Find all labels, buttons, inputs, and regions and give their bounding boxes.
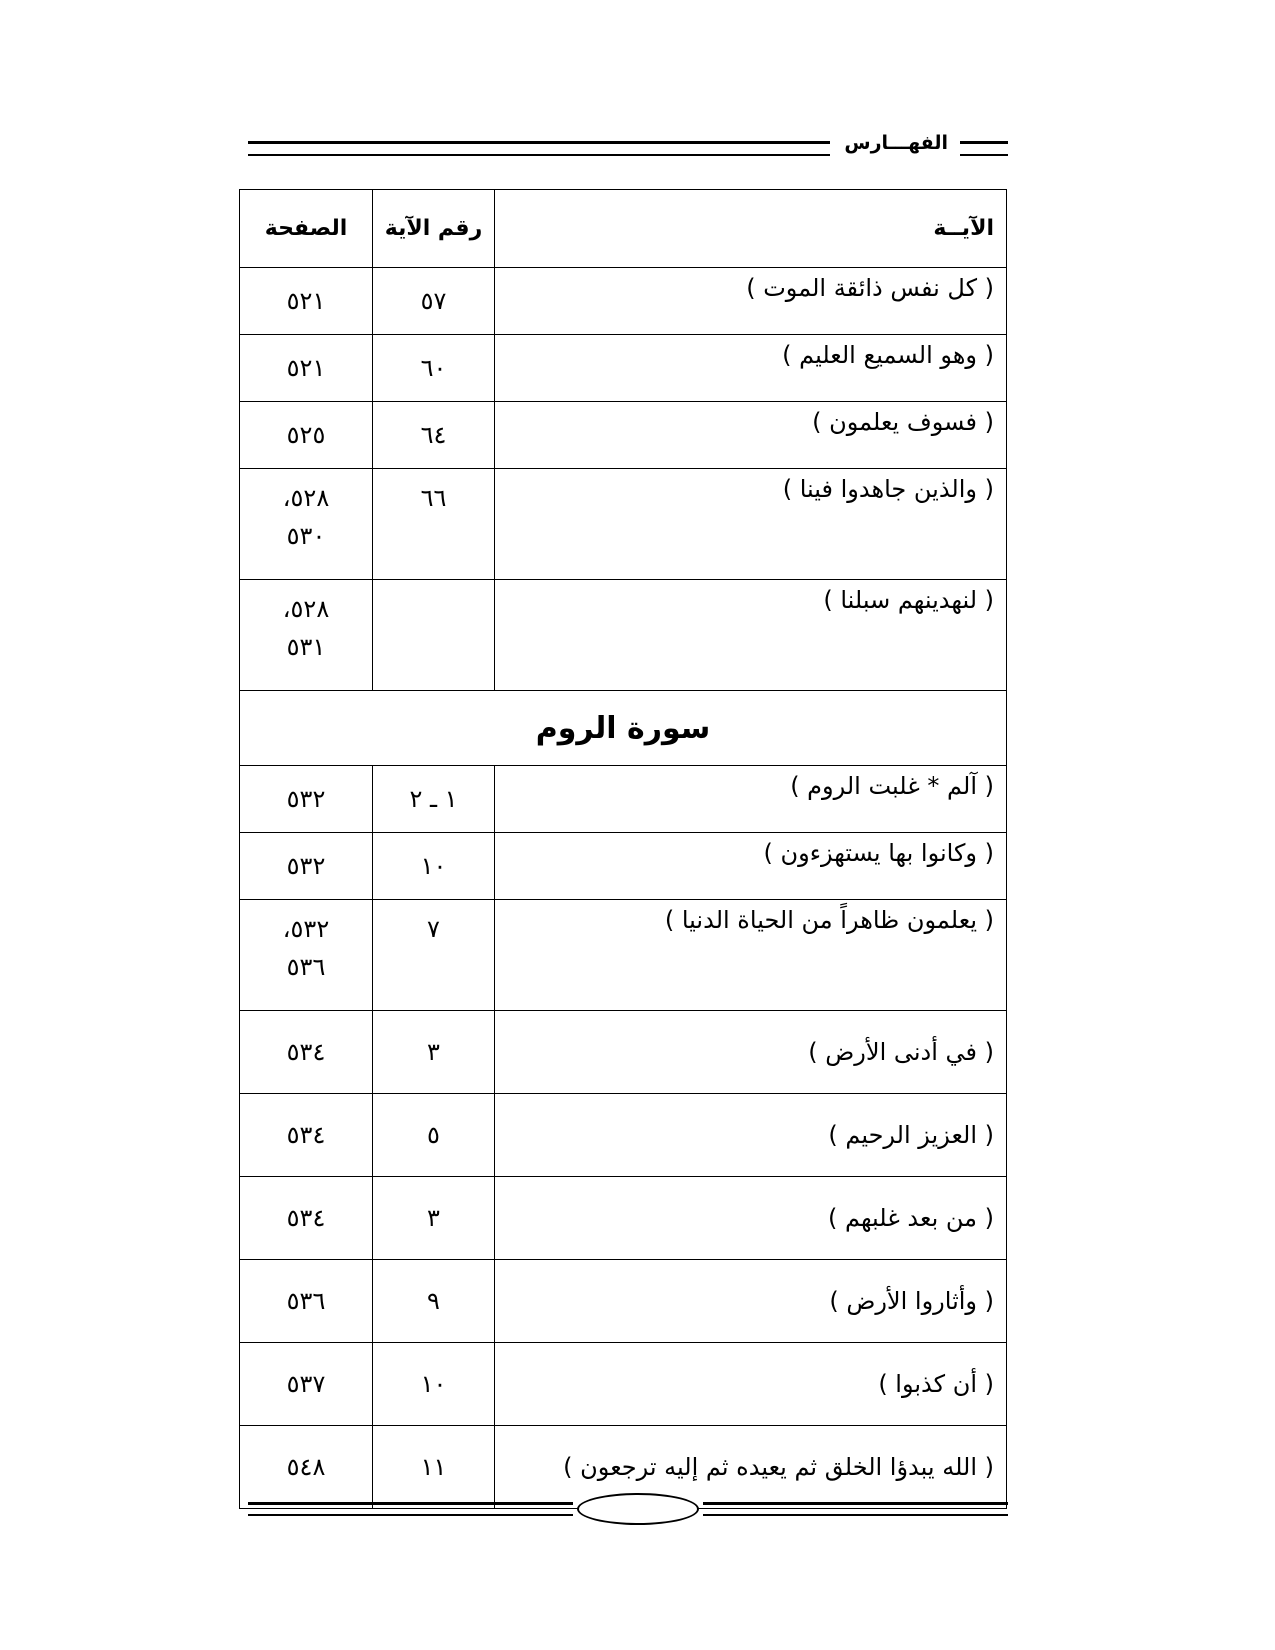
- page-number-cell: [240, 900, 373, 1011]
- ayah-number-cell: ١١: [373, 1426, 495, 1509]
- footer-rule-right: [703, 1502, 1008, 1516]
- ayah-cell: ( من بعد غلبهم ): [495, 1177, 1007, 1260]
- column-header-ayah: الآيــة: [495, 190, 1007, 268]
- table-row: [240, 900, 1007, 1011]
- header-title: الفهـــارس: [844, 132, 948, 154]
- table-row: [240, 469, 1007, 580]
- ayah-number-cell: ١٠: [373, 1343, 495, 1426]
- footer-rule-left: [248, 1502, 573, 1516]
- table-row: [240, 833, 1007, 900]
- page-number-cell: ٥٣٦: [240, 1260, 373, 1343]
- column-header-number: رقم الآية: [373, 190, 495, 268]
- page-number-cell: ٥٢١: [240, 335, 373, 402]
- ayah-cell: ( في أدنى الأرض ): [495, 1011, 1007, 1094]
- ayah-number-cell: [373, 580, 495, 691]
- page-number-cell: ٥٢١: [240, 268, 373, 335]
- page-number-line: ٥٢٨،: [282, 484, 330, 512]
- ayah-cell: ( آلم * غلبت الروم ): [495, 766, 1007, 833]
- page-number-line: ٥٣١: [286, 633, 326, 661]
- ayah-number-cell: ٦٠: [373, 335, 495, 402]
- ayah-cell: ( وكانوا بها يستهزءون ): [495, 833, 1007, 900]
- page-number-line: ٥٣٢،: [282, 915, 330, 943]
- surah-heading-row: [240, 691, 1007, 766]
- page-number-line: ٥٢٨،: [282, 595, 330, 623]
- table-row: [240, 402, 1007, 469]
- ayah-number-cell: ٥: [373, 1094, 495, 1177]
- index-table: [239, 189, 1007, 1509]
- ayah-number-cell: ٧: [373, 900, 495, 1011]
- page-number-cell: ٥٢٥: [240, 402, 373, 469]
- table-row: [240, 766, 1007, 833]
- table-row: [240, 1177, 1007, 1260]
- ayah-cell: ( أن كذبوا ): [495, 1343, 1007, 1426]
- ayah-number-cell: ١ ـ ٢: [373, 766, 495, 833]
- page-number-cell: ٥٣٤: [240, 1177, 373, 1260]
- header-rule-long: [248, 141, 830, 156]
- ayah-number-cell: ٣: [373, 1011, 495, 1094]
- surah-title: سورة الروم: [240, 691, 1007, 766]
- ayah-number-cell: ٩: [373, 1260, 495, 1343]
- ayah-cell: ( كل نفس ذائقة الموت ): [495, 268, 1007, 335]
- page-footer: [248, 1493, 1008, 1523]
- ayah-cell: ( وأثاروا الأرض ): [495, 1260, 1007, 1343]
- page-number-cell: ٥٣٤: [240, 1094, 373, 1177]
- page-number-cell: [240, 469, 373, 580]
- ayah-number-cell: ٦٤: [373, 402, 495, 469]
- table-row: [240, 1343, 1007, 1426]
- table-row: [240, 1011, 1007, 1094]
- table-row: [240, 1094, 1007, 1177]
- ayah-cell: ( فسوف يعلمون ): [495, 402, 1007, 469]
- ayah-number-cell: ٥٧: [373, 268, 495, 335]
- page-number-frame: [577, 1493, 699, 1525]
- page-number-cell: [240, 580, 373, 691]
- table-row: [240, 1260, 1007, 1343]
- page-number-line: ٥٣٦: [286, 953, 326, 981]
- table-row: [240, 268, 1007, 335]
- ayah-cell: ( وهو السميع العليم ): [495, 335, 1007, 402]
- ayah-cell: ( الله يبدؤا الخلق ثم يعيده ثم إليه ترجعون ): [495, 1426, 1007, 1509]
- ayah-cell: ( لنهدينهم سبلنا ): [495, 580, 1007, 691]
- ayah-number-cell: ٦٦: [373, 469, 495, 580]
- table-header-row: [240, 190, 1007, 268]
- header-rule-short: [960, 141, 1008, 156]
- ayah-number-cell: ١٠: [373, 833, 495, 900]
- table-row: [240, 580, 1007, 691]
- page-number-cell: ٥٣٧: [240, 1343, 373, 1426]
- ayah-number-cell: ٣: [373, 1177, 495, 1260]
- page-number-cell: ٥٣٢: [240, 833, 373, 900]
- ayah-cell: ( يعلمون ظاهراً من الحياة الدنيا ): [495, 900, 1007, 1011]
- page-number-line: ٥٣٠: [286, 522, 326, 550]
- ayah-cell: ( والذين جاهدوا فينا ): [495, 469, 1007, 580]
- page-number-cell: ٥٣٢: [240, 766, 373, 833]
- page-number-cell: ٥٤٨: [240, 1426, 373, 1509]
- table-row: [240, 335, 1007, 402]
- page-header: [248, 130, 1008, 156]
- column-header-page: الصفحة: [240, 190, 373, 268]
- page-number-cell: ٥٣٤: [240, 1011, 373, 1094]
- ayah-cell: ( العزيز الرحيم ): [495, 1094, 1007, 1177]
